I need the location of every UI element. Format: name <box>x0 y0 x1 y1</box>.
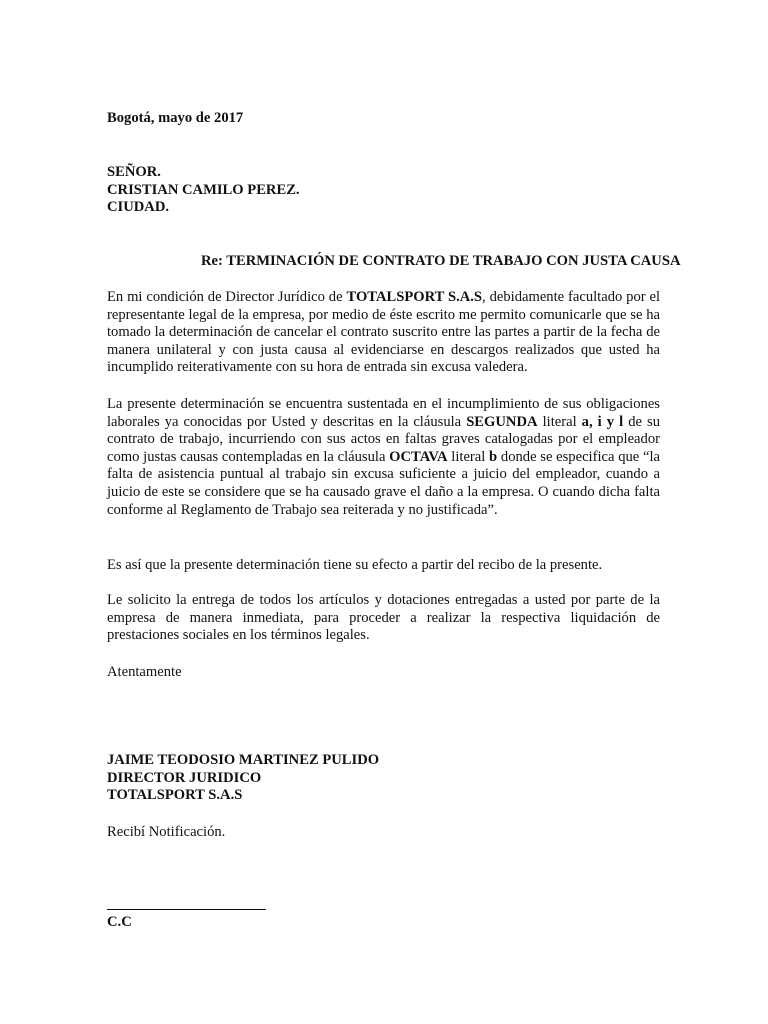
letter-subject: Re: TERMINACIÓN DE CONTRATO DE TRABAJO CON JUSTA CAUSA <box>201 253 681 269</box>
paragraph-2-text-b: literal <box>537 413 582 430</box>
cc-label: C.C <box>107 914 132 930</box>
paragraph-2-text-e: donde se especifica que “la falta de asistencia puntual al trabajo sin excusa suficiente a juicio del empleador, cuando a juicio de este se considere que se ha causado grave el daño a la empresa. O cuando dicha falta conforme al Reglamento de Trabajo sea reiterada y no justificada”. <box>107 448 661 518</box>
clause-octava: OCTAVA <box>389 448 448 465</box>
signature-line <box>107 909 266 910</box>
letter-date: Bogotá, mayo de 2017 <box>107 110 244 126</box>
recipient-name: CRISTIAN CAMILO PEREZ. <box>107 181 300 198</box>
paragraph-1-text-b: , debidamente facultado por el representante legal de la empresa, por medio de éste escrito me permito comunicarle que se ha tomado la determinación de cancelar el contrato suscrito entre las partes a partir de la fecha de manera unilateral y con justa causa al evidenciarse en descargos realizados que usted ha incumplido reiterativamente con su hora de entrada sin excusa valedera. <box>107 289 661 376</box>
paragraph-2-text-c: de su contrato de trabajo, incurriendo con sus actos en faltas graves catalogadas por el empleador como justas causas contempladas en la cláusula <box>107 413 660 465</box>
paragraph-1-text-a: En mi condición de Director Jurídico de <box>107 289 347 305</box>
receipt-note: Recibí Notificación. <box>107 824 226 840</box>
literal-b: b <box>489 448 498 465</box>
recipient-city: CIUDAD. <box>107 199 170 216</box>
company-name-inline: TOTALSPORT S.A.S <box>346 289 483 305</box>
paragraph-2-text-a: La presente determinación se encuentra sustentada en el incumplimiento de sus obligaciones laborales ya conocidas por Usted y descritas en la cláusula <box>107 396 660 430</box>
literals-ail: a, i y l <box>581 413 624 430</box>
paragraph-4: Le solicito la entrega de todos los artículos y dotaciones entregadas a usted por parte de la empresa de manera inmediata, para proceder a realizar la respectiva liquidación de prestaciones sociales en los términos legales. <box>107 592 660 644</box>
paragraph-2-text-d: literal <box>447 448 490 465</box>
signer-title: DIRECTOR JURIDICO <box>107 769 262 786</box>
paragraph-3: Es así que la presente determinación tiene su efecto a partir del recibo de la presente. <box>107 557 603 573</box>
recipient-block <box>107 164 660 217</box>
signer-company: TOTALSPORT S.A.S <box>107 787 243 804</box>
recipient-salutation: SEÑOR. <box>107 164 161 180</box>
closing-text: Atentamente <box>107 664 182 680</box>
clause-segunda: SEGUNDA <box>466 413 538 430</box>
signature-block <box>107 752 660 805</box>
paragraph-1 <box>107 289 660 377</box>
signer-name: JAIME TEODOSIO MARTINEZ PULIDO <box>107 752 380 768</box>
paragraph-2 <box>107 396 660 519</box>
